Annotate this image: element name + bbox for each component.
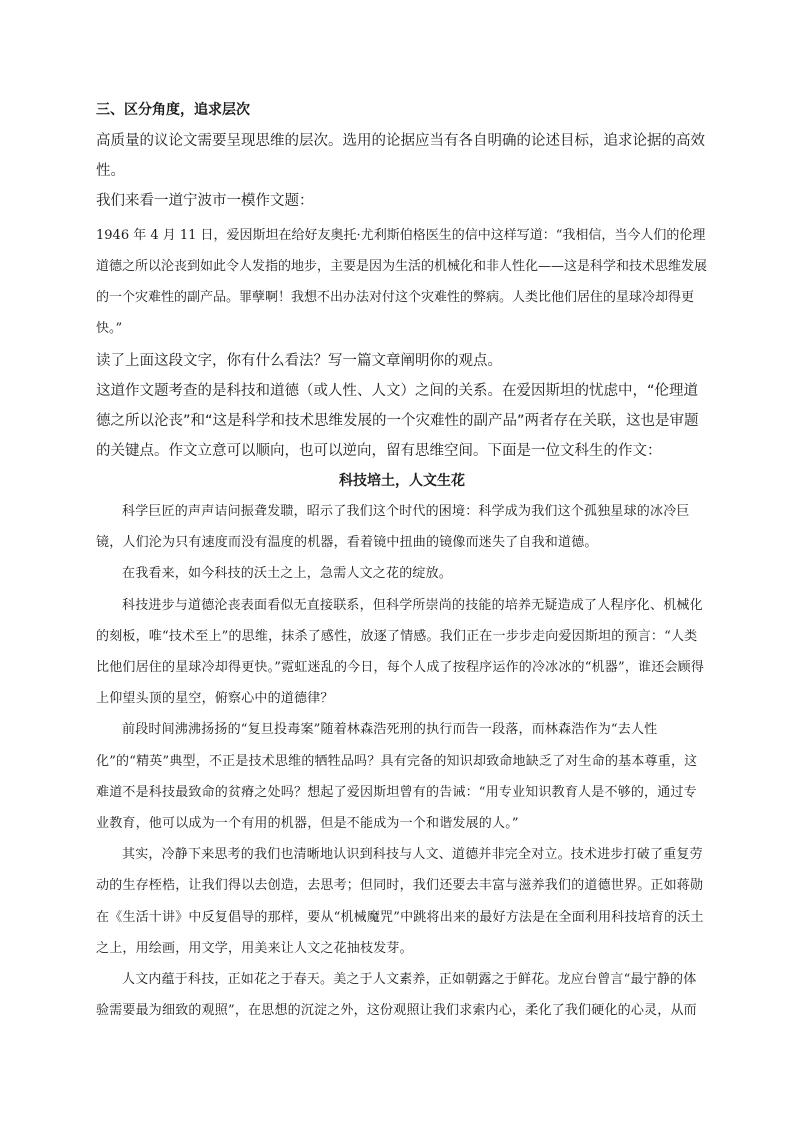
essay-paragraph-4: 前段时间沸沸扬扬的“复旦投毒案”随着林森浩死刑的执行而告一段落，而林森浩作为“去人性化”的“精英”典型，不正是技术思维的牺牲品吗？具有完备的知识却致命地缺乏了对生命的基本尊重，这难道不是科技最致命的贫瘠之处吗？想起了爱因斯坦曾有的告诫：“用专业知识教育人是不够的，通过专业教育，他可以成为一个有用的机器，但是不能成为一个和谐发展的人。” <box>96 722 698 832</box>
intro-paragraph-2: 我们来看一道宁波市一模作文题： <box>96 193 314 209</box>
section-heading: 三、区分角度，追求层次 <box>96 102 250 118</box>
essay-paragraph-2: 在我看来，如今科技的沃土之上，急需人文之花的绽放。 <box>122 566 453 582</box>
essay-paragraph-5: 其实，冷静下来思考的我们也清晰地认识到科技与人文、道德并非完全对立。技术进步打破了重复劳动的生存桎梏，让我们得以去创造，去思考；但同时，我们还要去丰富与滋养我们的道德世界。正如蒋勋在《生活十讲》中反复倡导的那样，要从“机械魔咒”中跳将出来的最好方法是在全面利用科技培育的沃土之上，用绘画，用文学，用美来让人文之花抽枝发芽。 <box>96 847 704 956</box>
analysis-paragraph: 这道作文题考查的是科技和道德（或人性、人文）之间的关系。在爱因斯坦的忧虑中，“伦理道德之所以沦丧”和“这是科学和技术思维发展的一个灾难性的副产品”两者存在关联，这也是审题的关键点。作文立意可以顺向，也可以逆向，留有思维空间。下面是一位文科生的作文： <box>96 383 699 459</box>
essay-paragraph-6: 人文内蕴于科技，正如花之于春天。美之于人文素养，正如朝露之于鲜花。龙应台曾言“最宁静的体验需要最为细致的观照”，在思想的沉淀之外，这份观照让我们求索内心，柔化了我们硬化的心灵，从而 <box>96 972 697 1019</box>
prompt-quote: 1946 年 4 月 11 日，爱因斯坦在给好友奥托·尤利斯伯格医生的信中这样写道：“我相信，当今人们的伦理道德之所以沦丧到如此令人发指的地步，主要是因为生活的机械化和非人性化——这是科学和技术思维发展的一个灾难性的副产品。罪孽啊！我想不出办法对付这个灾难性的弊病。人类比他们居住的星球冷却得更快。” <box>96 228 708 336</box>
essay-paragraph-1: 科学巨匠的声声诘问振聋发聩，昭示了我们这个时代的困境：科学成为我们这个孤独星球的冰冷巨镜，人们沦为只有速度而没有温度的机器，看着镜中扭曲的镜像而迷失了自我和道德。 <box>96 504 690 551</box>
document-page <box>96 96 708 1026</box>
essay-paragraph-3: 科技进步与道德沦丧表面看似无直接联系，但科学所崇尚的技能的培养无疑造成了人程序化、机械化的刻板，唯“技术至上”的思维，抹杀了感性，放逐了情感。我们正在一步步走向爱因斯坦的预言：“人类比他们居住的星球冷却得更快。”霓虹迷乱的今日，每个人成了按程序运作的冷冰冰的“机器”，谁还会顾得上仰望头顶的星空，俯察心中的道德律？ <box>96 597 705 707</box>
intro-paragraph-1: 高质量的议论文需要呈现思维的层次。选用的论据应当有各自明确的论述目标，追求论据的高效性。 <box>96 133 705 179</box>
task-paragraph: 读了上面这段文字，你有什么看法？写一篇文章阐明你的观点。 <box>96 353 502 369</box>
essay-title: 科技培土，人文生花 <box>339 473 465 489</box>
